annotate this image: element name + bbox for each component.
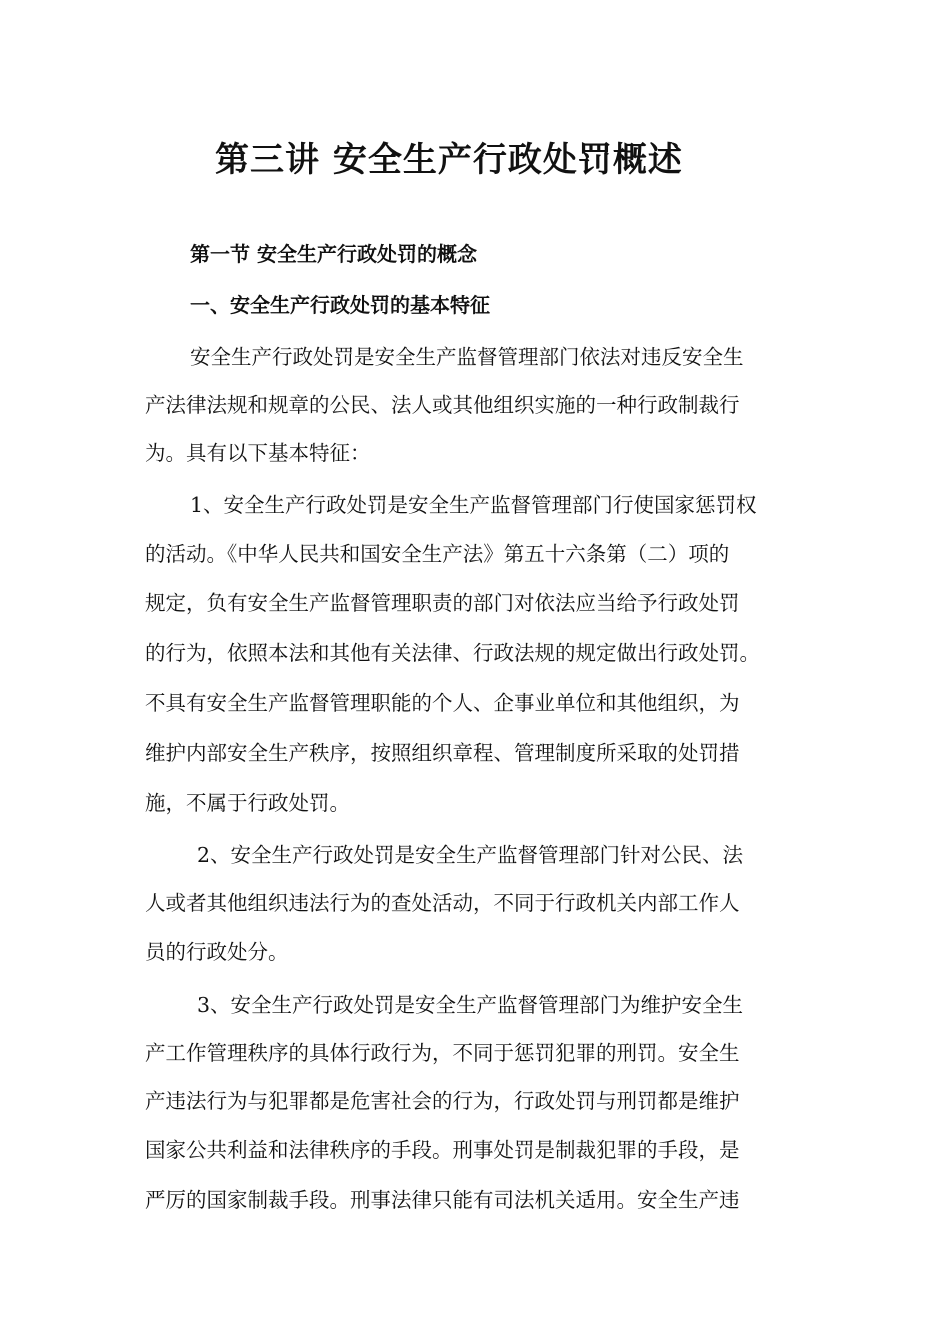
paragraph-line: 为。具有以下基本特征： xyxy=(145,441,371,465)
paragraph-line: 严厉的国家制裁手段。刑事法律只能有司法机关适用。安全生产违 xyxy=(145,1188,740,1212)
paragraph-line: 维护内部安全生产秩序，按照组织章程、管理制度所采取的处罚措 xyxy=(145,741,740,765)
paragraph-line: 规定，负有安全生产监督管理职责的部门对依法应当给予行政处罚 xyxy=(145,591,740,615)
paragraph-line: 产法律法规和规章的公民、法人或其他组织实施的一种行政制裁行 xyxy=(145,393,740,417)
paragraph-line: 安全生产行政处罚是安全生产监督管理部门依法对违反安全生 xyxy=(190,345,744,369)
paragraph-line: 不具有安全生产监督管理职能的个人、企事业单位和其他组织，为 xyxy=(145,691,740,715)
paragraph-line: 2、安全生产行政处罚是安全生产监督管理部门针对公民、法 xyxy=(197,843,744,867)
paragraph-line: 产工作管理秩序的具体行政行为，不同于惩罚犯罪的刑罚。安全生 xyxy=(145,1041,740,1065)
paragraph-line: 施，不属于行政处罚。 xyxy=(145,791,350,815)
paragraph-line: 3、安全生产行政处罚是安全生产监督管理部门为维护安全生 xyxy=(197,993,744,1017)
page-title: 第三讲 安全生产行政处罚概述 xyxy=(215,140,683,180)
paragraph-line: 1、安全生产行政处罚是安全生产监督管理部门行使国家惩罚权 xyxy=(190,493,757,517)
paragraph-line: 产违法行为与犯罪都是危害社会的行为，行政处罚与刑罚都是维护 xyxy=(145,1089,740,1113)
paragraph-line: 国家公共利益和法律秩序的手段。刑事处罚是制裁犯罪的手段，是 xyxy=(145,1138,740,1162)
paragraph-line: 的行为，依照本法和其他有关法律、行政法规的规定做出行政处罚。 xyxy=(145,641,760,665)
paragraph-line: 的活动。《中华人民共和国安全生产法》第五十六条第（二）项的 xyxy=(145,542,730,566)
section-heading: 第一节 安全生产行政处罚的概念 xyxy=(190,242,477,266)
paragraph-line: 人或者其他组织违法行为的查处活动，不同于行政机关内部工作人 xyxy=(145,891,740,915)
subheading: 一、安全生产行政处罚的基本特征 xyxy=(190,293,490,317)
paragraph-line: 员的行政处分。 xyxy=(145,940,289,964)
